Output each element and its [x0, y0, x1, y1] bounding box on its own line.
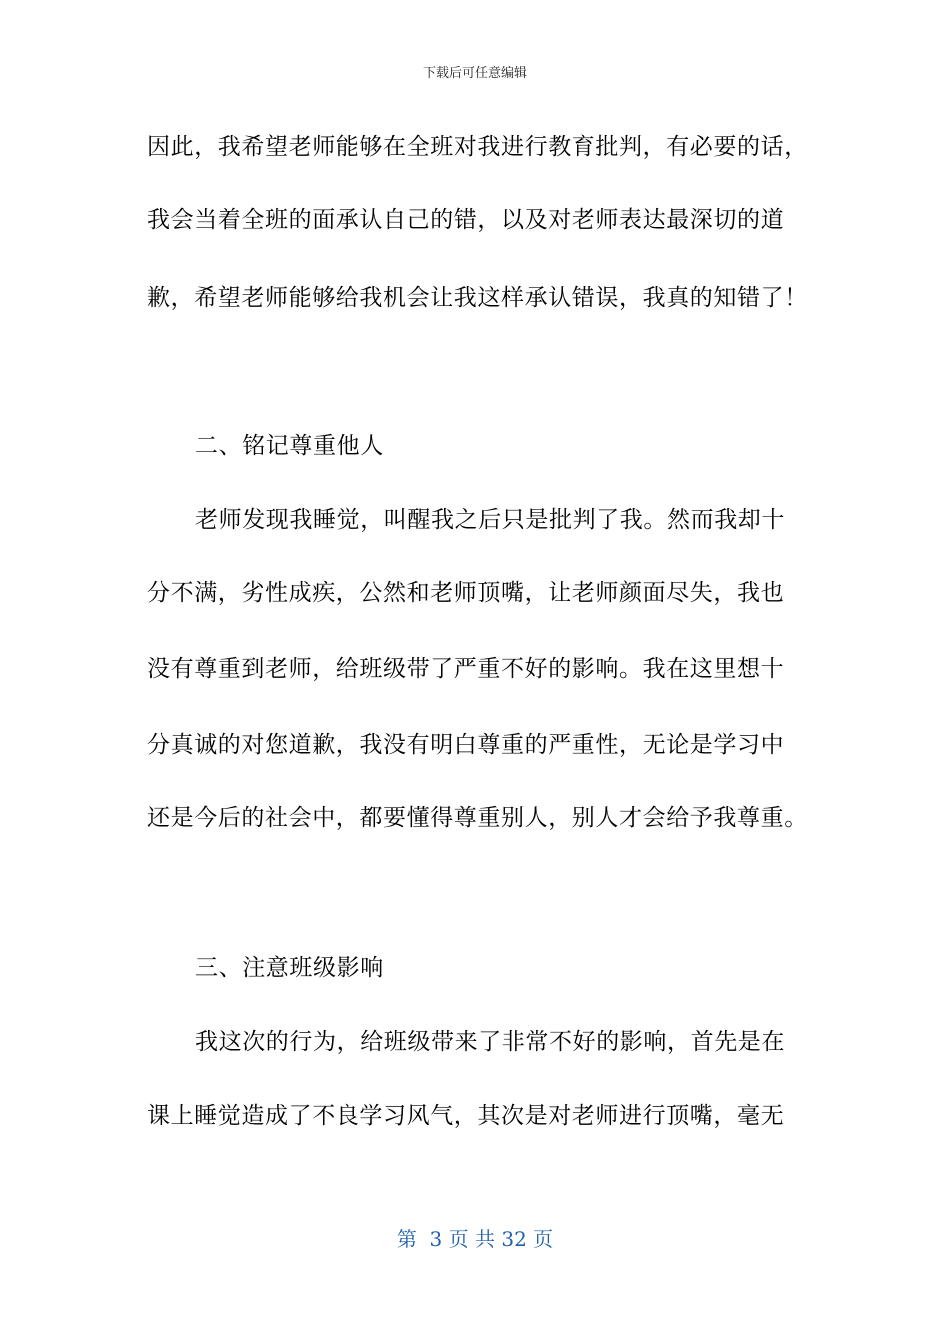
- paragraph-line: 课上睡觉造成了不良学习风气，其次是对老师进行顶嘴，毫无: [147, 1103, 785, 1129]
- paragraph-line: 我会当着全班的面承认自己的错，以及对老师表达最深切的道: [147, 207, 785, 233]
- page-number-footer: 第 3 页 共 32 页: [396, 1227, 554, 1251]
- paragraph-line: 没有尊重到老师，给班级带了严重不好的影响。我在这里想十: [147, 656, 785, 682]
- paragraph-line: 因此，我希望老师能够在全班对我进行教育批判，有必要的话，: [147, 134, 808, 160]
- paragraph-line: 我这次的行为，给班级带来了非常不好的影响，首先是在: [195, 1029, 785, 1055]
- paragraph-line: 分真诚的对您道歉，我没有明白尊重的严重性，无论是学习中: [147, 732, 785, 758]
- paragraph-line: 老师发现我睡觉，叫醒我之后只是批判了我。然而我却十: [195, 507, 785, 533]
- section-heading-3: 三、注意班级影响: [195, 955, 384, 981]
- section-heading-2: 二、铭记尊重他人: [195, 433, 384, 459]
- page-header: 下载后可任意编辑: [422, 66, 527, 81]
- paragraph-line: 还是今后的社会中，都要懂得尊重别人，别人才会给予我尊重。: [147, 805, 808, 831]
- paragraph-line: 分不满，劣性成疾，公然和老师顶嘴，让老师颜面尽失，我也: [147, 580, 785, 606]
- paragraph-line: 歉，希望老师能够给我机会让我这样承认错误，我真的知错了！: [147, 285, 808, 311]
